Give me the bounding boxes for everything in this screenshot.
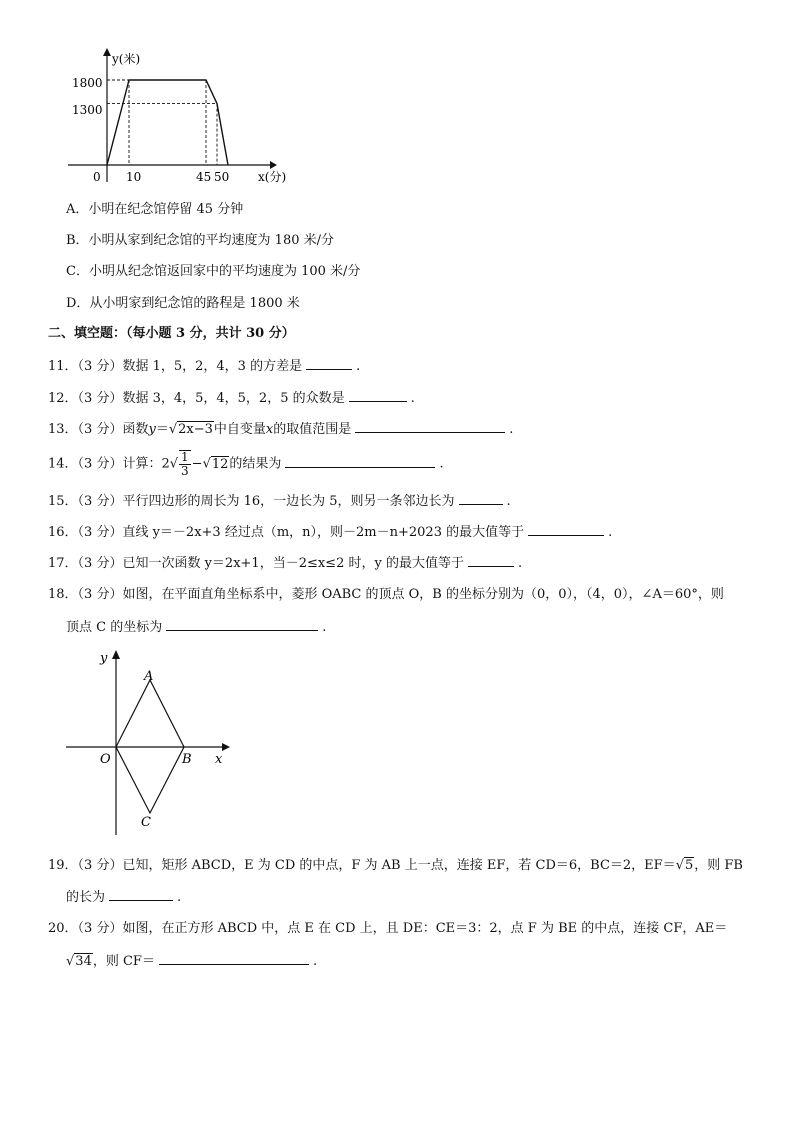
x-axis-label: x	[215, 752, 223, 767]
option-b: B．小明从家到纪念馆的平均速度为 180 米/分	[66, 233, 335, 248]
question-11: 11．（3 分）数据 1，5，2，4，3 的方差是 .	[48, 359, 361, 374]
question-18-line1: 18．（3 分）如图，在平面直角坐标系中，菱形 OABC 的顶点 O，B 的坐标分别为（0，0），（4，0），∠A＝60°，则	[48, 587, 724, 602]
question-16: 16．（3 分）直线 y＝－2x+3 经过点（m，n），则－2m－n+2023 的最大值等于 .	[48, 525, 613, 540]
label-b: B	[182, 752, 192, 767]
y-axis-arrow	[103, 48, 111, 56]
x-axis-arrow	[270, 161, 277, 169]
option-d: D．从小明家到纪念馆的路程是 1800 米	[66, 296, 300, 311]
x-tick-45: 45	[196, 170, 212, 184]
y-tick-1300: 1300	[72, 103, 103, 117]
y-axis-arrow	[112, 650, 120, 659]
y-tick-1800: 1800	[72, 76, 103, 90]
x-tick-50: 50	[214, 170, 230, 184]
question-19-line2: 的长为 .	[66, 890, 182, 905]
label-o: O	[100, 752, 111, 767]
question-19-line1: 19．（3 分）已知，矩形 ABCD，E 为 CD 的中点，F 为 AB 上一点，连接 EF，若 CD＝6，BC＝2，EF＝√5，则 FB	[48, 858, 743, 873]
rhombus-figure	[60, 645, 240, 840]
question-14: 14．（3 分）计算：2√ $\frac{1}{3}$ −√12的结果为 .	[48, 450, 444, 478]
x-axis-arrow	[222, 743, 230, 751]
question-15: 15．（3 分）平行四边形的周长为 16，一边长为 5，则另一条邻边长为 .	[48, 494, 511, 509]
series-line	[107, 80, 228, 165]
label-c: C	[141, 815, 151, 830]
question-20-line1: 20．（3 分）如图，在正方形 ABCD 中，点 E 在 CD 上，且 DE：CE＝3：2，点 F 为 BE 的中点，连接 CF，AE＝	[48, 921, 728, 936]
option-a: A．小明在纪念馆停留 45 分钟	[66, 202, 244, 217]
question-20-line2: √34，则 CF＝ .	[66, 954, 318, 969]
question-12: 12．（3 分）数据 3，4，5，4，5，2，5 的众数是 .	[48, 391, 415, 406]
section-heading: 二、填空题：（每小题 3 分，共计 30 分）	[48, 326, 295, 341]
question-17: 17．（3 分）已知一次函数 y＝2x+1，当－2≤x≤2 时，y 的最大值等于 .	[48, 556, 523, 571]
y-axis-label: y	[100, 651, 108, 666]
x-tick-0: 0	[93, 170, 101, 184]
question-13: 13．（3 分）函数y＝√2x−3中自变量x的取值范围是 .	[48, 422, 514, 437]
x-tick-10: 10	[126, 170, 142, 184]
distance-time-graph	[60, 44, 310, 194]
option-c: C．小明从纪念馆返回家中的平均速度为 100 米/分	[66, 264, 361, 279]
label-a: A	[144, 669, 154, 684]
x-axis-label: x(分)	[258, 170, 287, 184]
y-axis-label: y(米)	[112, 52, 141, 66]
question-18-line2: 顶点 C 的坐标为 .	[66, 620, 327, 635]
